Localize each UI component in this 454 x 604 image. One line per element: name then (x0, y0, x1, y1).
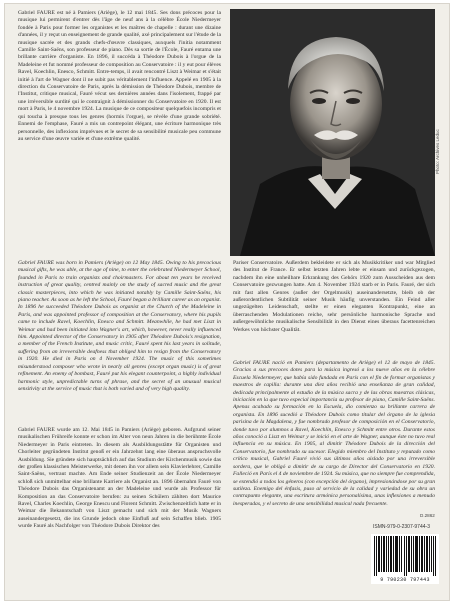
spanish-biography: Gabriel FAURÉ nació en Pamiers (departamento de Ariège) el 12 de mayo de 1845. Gracias a sus precoces dotes para la música ingresó a los nueve años en la célebre Escuela Niedermeyer, que había sido fundada en París con el fin de formar organistas y maestros de capilla: durante una diez años recibió una enseñanza de gran calidad, dedicada principalmente al estudio de la música sacra y de las obras maestras clásicas, iniciación en la que tuvo especial importancia su profesor de piano, Camille Saint-Saëns. Apenas acabado su formación en la Escuela, dio comienzo su brillante carrera de organista. En 1896 sucedió a Théodore Dubois como titular del órgano de la iglesia parisina de la Magdalena, y fue nombrado profesor de composición en el Conservatorio, donde tuvo por alumnos a Ravel, Koechlin, Enesco y Schmitt entre otros. Durante estos años conoció a Liszt en Weimar y se inició en el arte de Wagner, aunque éste no tuvo real influencia en su música. En 1905, al dimitir Théodore Dubois de la dirección del Conservatorio, fue nombrado su sucesor. Elegido miembro del Instituto y reputado como crítico musical, Gabriel Fauré vivió sus últimos años aislado por una irreversible sordera, que le obligó a dimitir de su cargo de Director del Conservatorio en 1920. Falleció en París el 4 de noviembre de 1924. Su música, que no siempre fue comprendida, se extendió a todos los géneros (con excepción del órgano), impresionándose por su gran sutileza. Enemigo del énfasis, puso al servicio de la calidad y variedad de su obra un contrapunto elegante, una escritura armónica personalísima, unas inflexiones a menudo inesperadas, y el secreto de una sensibilidad musical nada frecuente. (233, 360, 435, 507)
german-biography-part-2: Pariser Conservatoire. Außerdem bekleidete er sich als Musikkritiker und war Mitglied des Institut de France. Er selbst letzten Jahren lebte er einsam und zurückgezogen, nachdem ihn eine unheilbare Erkrankung des Gehörs 1920 zum Ausscheiden aus dem Conservatoire gezwungen hatte. Am 4. November 1924 starb er in Paris. Fauré, der sich mit fast allen Genres (außer der Orgelmusik) auseinandersetzte, bleib ob der außerordentlichen Subtilität seiner Musik häufig unverstanden. Ein Feind aller ungezügelten Leidenschaft, stellte er einen eleganten Kontrapunkt, eine an überraschenden Modulationen reiche, sehr persönliche harmonische Sprache und außergewöhnliche musikalische Sensibilität in den Dienst eines überaus facettenreichen Werkes von höchster Qualität. (233, 260, 435, 333)
back-cover-page (4, 3, 450, 601)
barcode-bars (371, 534, 439, 578)
catalog-code: D.2862 (420, 513, 435, 518)
barcode-number: 9 790230 797443 (380, 577, 430, 583)
photo-credit: Photo: Archives Leduc (435, 129, 440, 174)
composer-portrait-photo (230, 9, 435, 256)
portrait-image (230, 9, 435, 256)
german-biography-part-1: Gabriel FAURÉ wurde am 12. Mai 1845 in Pamiers (Ariège) geboren. Aufgrund seiner musikalischen Frühreife konnte er schon im Alter von neun Jahren in die berühmte École Niedermeyer in Paris eintreten. In diesem als Ausbildungsstätte für Organisten und Chorleiter gegründeten Institut genoß er ein Jahrzehnt lang eine überaus anspruchsvolle Ausbildung. Sie gründete sich hauptsächlich auf das Studium der Kirchenmusik sowie das der großen klassischen Meisterwerke, mit denen ihn vor allem sein Klavierlehrer, Camille Saint-Saëns, vertraut machte. Am Ende seiner Studienzeit an der École Niedermeyer schloß sich unmittelbar eine brillante Karriere als Organist an. 1896 übernahm Fauré von Théodore Dubois das Organistenamt an der Madeleine und wurde als Professor für Komposition an das Conservatoire berufen: zu seinen Schülern zählten dort Maurice Ravel, Charles Koechlin, George Enescu und Florent Schmitt. Zwischenzeitlich hatte er in Weimar die Bekanntschaft von Liszt gemacht und sich mit der Musik Wagners auseinandergesetzt, die ins Grunde jedoch ohne Einfluß auf sein Schaffen blieb. 1905 wurde Fauré als Nachfolger von Théodore Dubois Direktor des (18, 427, 221, 530)
ismn-number: ISMN-979-0-2307-9744-3 (373, 524, 430, 530)
french-biography: Gabriel FAURÉ est né à Pamiers (Ariège), le 12 mai 1845. Ses dons précoces pour la musique lui permirent d'entrer dès l'âge de neuf ans à la célèbre École Niedermeyer fondée à Paris pour former les organistes et les maîtres de chapelle : durant une dizaine d'années, il y reçut un enseignement de grande qualité, axé principalement sur l'étude de la musique sacrée et des grands chefs-d'œuvre classiques, auxquels l'initia notamment Camille Saint-Saëns, son professeur de piano. Dès sa sortie de l'École, Fauré entama une brillante carrière d'organiste. En 1896, il succéda à Théodore Dubois à l'orgue de la Madeleine et fut nommé professeur de composition au Conservatoire : il y eut pour élèves Ravel, Koechlin, Enesco, Schmitt. Entre-temps, il avait rencontré Liszt à Weimar et s'était initié à l'art de Wagner dont il ne subit pas véritablement l'influence. Appelé en 1905 à la direction du Conservatoire de Paris, après la démission de Théodore Dubois, membre de l'Institut, critique musical, Fauré vécut ses dernières années dans l'isolement, frappé par une irréversible surdité qui le contraignit à démissionner du Conservatoire en 1920. Il est mort à Paris, le 4 novembre 1924. La musique de ce compositeur quelquefois incompris et qui toucha à presque tous les genres (hormis l'orgue), se révèle d'une grande sobriété. Ennemi de l'emphase, Fauré a mis un contrepoint élégant, une écriture harmonique très personnelle, des inflexions imprévues et le secret de sa sensibilité musicale peu commune au service d'une œuvre variée et d'une extrême qualité. (18, 10, 221, 142)
english-biography: Gabriel FAURÉ was born in Pamiers (Ariège) on 12 May 1845. Owing to his precocious musical gifts, he was able, at the age of nine, to enter the celebrated Niedermeyer School, founded in Paris to train organists and choirmasters. For about ten years he received instruction of great quality, centred mainly on the study of sacred music and the great classic masterpieces, into which he was initiated notably by Camille Saint-Saëns, his piano teacher. As soon as he left the School, Fauré began a brilliant career as an organist. In 1896 he succeeded Théodore Dubois as organist at the Church of the Madeleine in Paris, and was appointed professor of composition at the Conservatory, where his pupils came to include Ravel, Koechlin, Enesco and Schmitt. Meanwhile, he had met Liszt in Weimar and had been initiated into Wagner's art, which, however, never really influenced him. Appointed director of the Conservatory in 1905 after Théodore Dubois's resignation, a member of the French Institute, and music critic, Fauré spent his last years in solitude, suffering from an irreversible deafness that obliged him to resign from the Conservatory in 1920. He died in Paris on 4 November 1924. The music of this sometimes misunderstood composer who wrote in nearly all genres (except organ music) is of great refinement. An enemy of bombast, Fauré put his elegant counterpoint, a highly individual harmonic style, unpredictable turns of phrase, and the secret of an unusual musical sensitivity at the service of music that is both varied and of very high quality. (18, 260, 221, 392)
